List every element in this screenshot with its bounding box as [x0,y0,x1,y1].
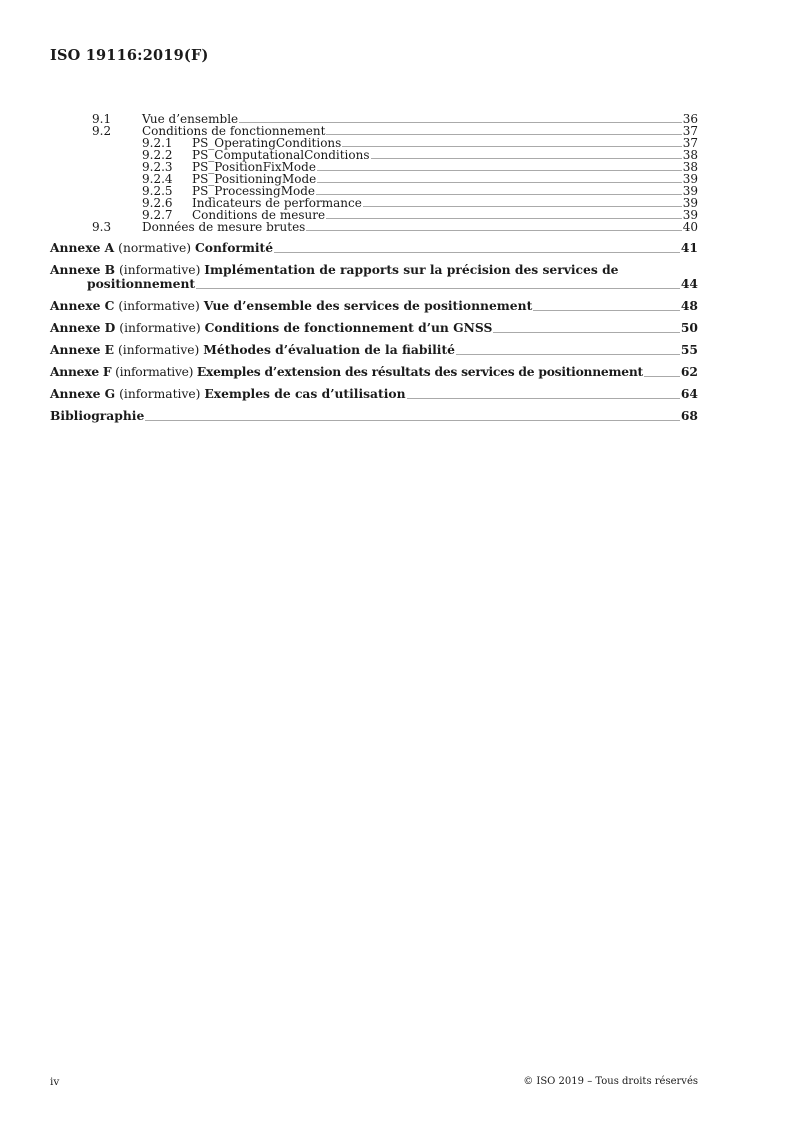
toc-title: Vue d’ensemble [142,112,239,126]
annex-name: Annexe G [50,386,116,401]
leader-dots [363,206,682,207]
toc-number: 9.2.7 [142,208,173,222]
toc-number: 9.2.6 [142,196,173,210]
annex-title-continued: positionnement [87,276,196,291]
leader-dots [317,182,681,183]
toc-entry-9-3[interactable] [50,221,698,233]
toc-title: PS_PositioningMode [192,172,317,186]
leader-dots [274,252,680,253]
toc-entry-annex-d[interactable] [50,321,698,335]
annex-heading [50,365,643,379]
toc-title: PS_ComputationalConditions [192,148,370,162]
annex-kind: (informative) [115,365,194,379]
annex-heading [50,299,532,313]
leader-dots [196,288,680,289]
document-id: ISO 19116:2019(F) [50,47,209,64]
toc-page: 38 [682,148,698,162]
annex-title: Implémentation de rapports sur la précision des services de [204,262,619,277]
leader-dots [371,158,682,159]
toc-page: 62 [680,364,698,379]
toc-page: 44 [680,276,698,291]
annex-kind: (informative) [119,263,201,277]
toc-title: Conditions de mesure [192,208,326,222]
annex-heading [50,321,492,335]
leader-dots [326,134,681,135]
toc-page: 38 [682,160,698,174]
annex-name: Annexe C [50,298,115,313]
annex-kind: (informative) [119,321,201,335]
annex-kind: (informative) [118,299,200,313]
toc-entry-annex-c[interactable] [50,299,698,313]
toc-entry-bibliography[interactable] [50,409,698,423]
toc-entry-annex-e[interactable] [50,343,698,357]
toc-number: 9.2.1 [142,136,173,150]
toc-page: 68 [680,408,698,423]
toc-title: Conditions de fonctionnement [142,124,326,138]
annex-kind: (normative) [118,241,192,255]
toc-title: Indicateurs de performance [192,196,362,210]
annex-kind: (informative) [119,387,201,401]
page-number: iv [50,1076,60,1088]
annex-name: Annexe B [50,262,116,277]
leader-dots [644,376,680,377]
toc-entry-annex-a[interactable] [50,241,698,255]
annex-name: Annexe F [50,364,112,379]
annex-title: Conditions de fonctionnement d’un GNSS [204,320,493,335]
annex-title: Vue d’ensemble des services de positionnement [203,298,533,313]
toc-page: 37 [682,136,698,150]
annex-name: Annexe E [50,342,115,357]
leader-dots [493,332,680,333]
toc-title: PS_PositionFixMode [192,160,316,174]
toc-entry-annex-b[interactable] [50,263,698,291]
annex-title: Exemples de cas d’utilisation [204,386,406,401]
toc-entry-annex-g[interactable] [50,387,698,401]
toc-page: 39 [682,184,698,198]
leader-dots [306,230,681,231]
leader-dots [316,194,682,195]
toc-title: Données de mesure brutes [142,220,306,234]
toc-title: PS_ProcessingMode [192,184,316,198]
toc-number: 9.2.3 [142,160,173,174]
toc-page: 48 [680,298,698,313]
leader-dots [326,218,682,219]
toc-number: 9.2 [92,124,112,138]
toc-page: 39 [682,172,698,186]
toc-page: 39 [682,208,698,222]
leader-dots [317,170,682,171]
copyright-notice: © ISO 2019 – Tous droits réservés [523,1076,698,1087]
toc-number: 9.2.4 [142,172,173,186]
toc-title: PS_OperatingConditions [192,136,342,150]
toc-page: 37 [682,124,698,138]
leader-dots [342,146,681,147]
toc-page: 36 [682,112,698,126]
annex-heading [50,263,698,277]
toc-page: 64 [680,386,698,401]
toc-page: 40 [682,220,698,234]
table-of-contents [50,113,698,423]
annex-name: Annexe D [50,320,116,335]
leader-dots [456,354,680,355]
toc-entry-annex-f[interactable] [50,365,698,379]
annex-title: Méthodes d’évaluation de la fiabilité [203,342,455,357]
toc-number: 9.3 [92,220,112,234]
annex-heading [50,241,273,255]
annex-kind: (informative) [117,343,200,357]
toc-number: 9.2.5 [142,184,173,198]
annex-title: Exemples d’extension des résultats des services de positionnement [196,364,643,379]
leader-dots [407,398,680,399]
leader-dots [533,310,680,311]
annex-heading [50,343,455,357]
annex-title: Conformité [194,240,274,255]
toc-page: 50 [680,320,698,335]
toc-page: 41 [680,240,698,255]
annex-name: Annexe A [50,240,115,255]
bibliography-title: Bibliographie [50,408,145,423]
toc-number: 9.1 [92,112,112,126]
toc-page: 39 [682,196,698,210]
toc-page: 55 [680,342,698,357]
leader-dots [145,420,680,421]
annex-heading [50,387,406,401]
toc-number: 9.2.2 [142,148,173,162]
leader-dots [239,122,682,123]
